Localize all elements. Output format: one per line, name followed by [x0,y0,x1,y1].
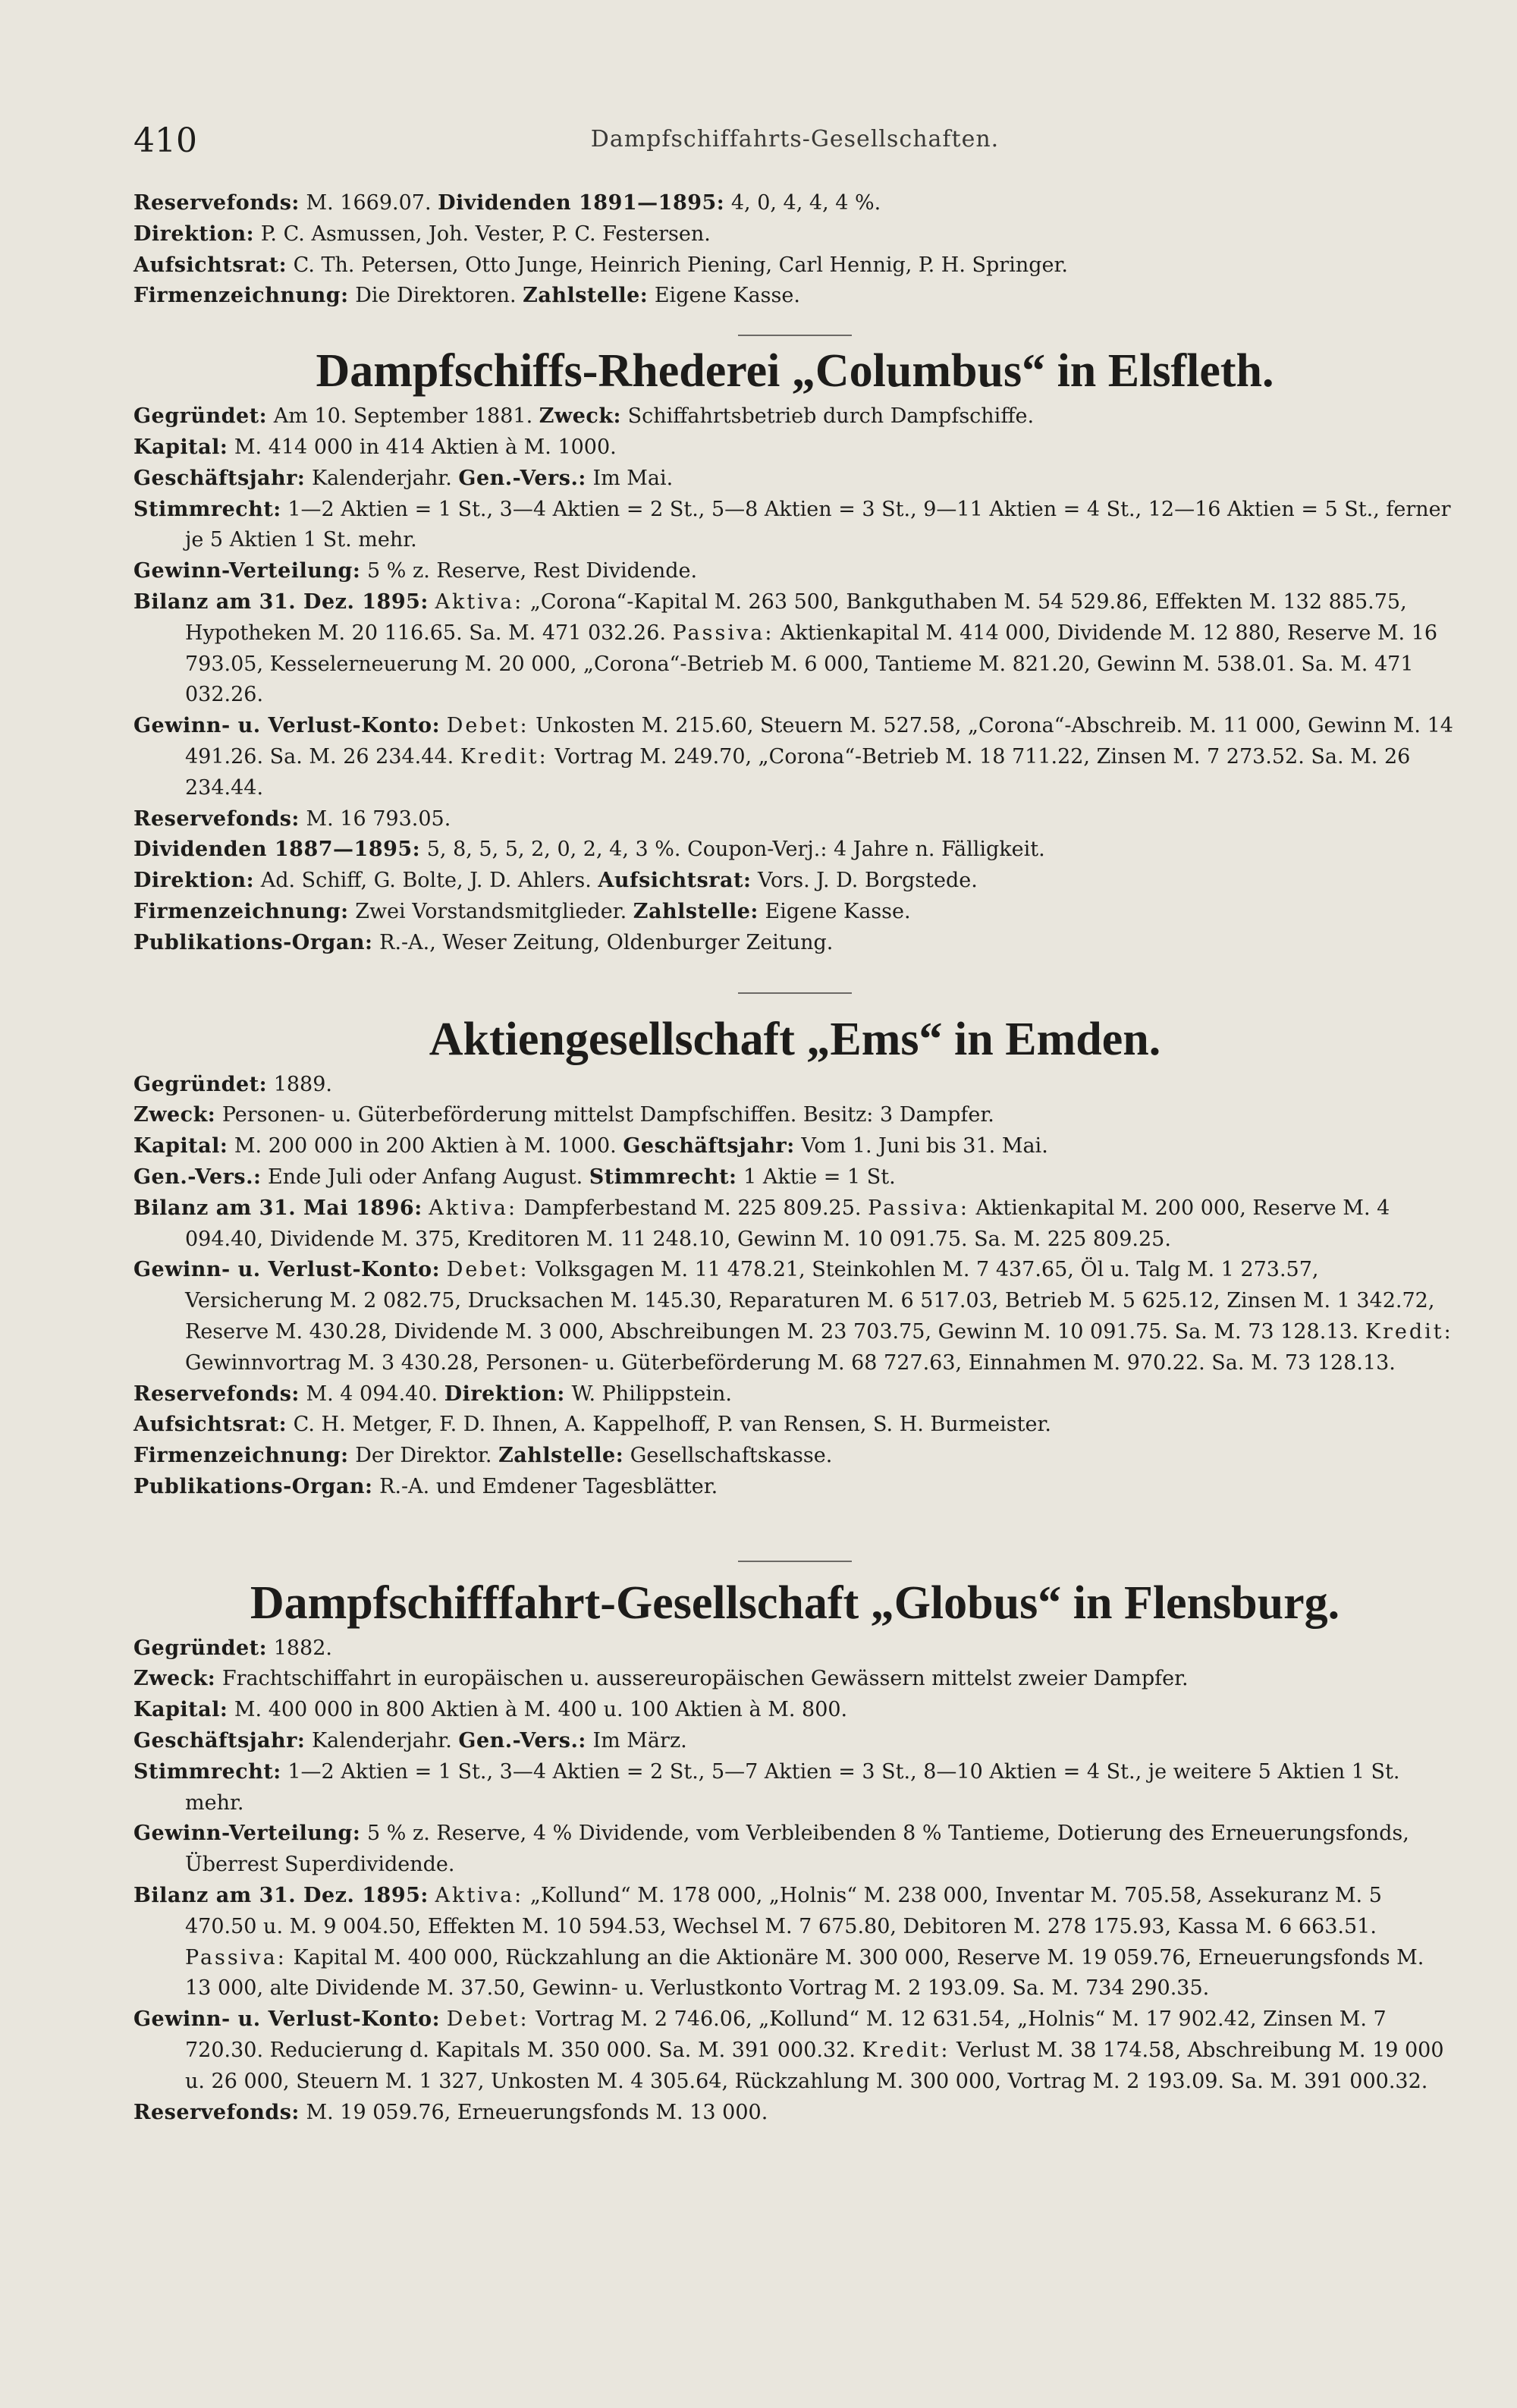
page-number: 410 [133,121,197,160]
stimmrecht-line: Stimmrecht: 1—2 Aktien = 1 St., 3—4 Aktien = 2 St., 5—8 Aktien = 3 St., 9—11 Aktien = 4 St., 12—16 Aktien = 5 St., ferner je 5 Aktien 1 St. mehr. [133,497,1451,552]
genvers-line: Gen.-Vers.: Ende Juli oder Anfang August. Stimmrecht: 1 Aktie = 1 St. [133,1165,896,1189]
section-divider [738,335,852,336]
zweck-line: Zweck: Personen- u. Güterbeförderung mittelst Dampfschiffen. Besitz: 3 Dampfer. [133,1103,994,1127]
guv-paragraph: Gewinn- u. Verlust-Konto: Debet: Unkosten M. 215.60, Steuern M. 527.58, „Corona“-Abschreib. M. 11 000, Gewinn M. 14 491.26. Sa. M. 26 234.44. Kredit: Vortrag M. 249.70, „Corona“-Betrieb M. 18 711.22, Zinsen M. 7 273.52. Sa. M. 26 234.44. [133,714,1453,800]
globus-entry [133,1573,1456,2129]
ems-title: Aktiengesellschaft „Ems“ in Emden. [429,1013,1161,1065]
continued-entry [133,188,1456,312]
kapital-line: Kapital: M. 400 000 in 800 Aktien à M. 400 u. 100 Aktien à M. 800. [133,1698,848,1722]
gewinnverteilung-line: Gewinn-Verteilung: 5 % z. Reserve, 4 % Dividende, vom Verbleibenden 8 % Tantieme, Dotierung des Erneuerungsfonds, Überrest Superdividende. [133,1822,1409,1877]
gewinnverteilung-line: Gewinn-Verteilung: 5 % z. Reserve, Rest Dividende. [133,559,698,583]
geschaeftsjahr-line: Geschäftsjahr: Kalenderjahr. Gen.-Vers.: Im Mai. [133,466,674,490]
ems-entry [133,1009,1456,1503]
columbus-entry [133,341,1456,958]
bilanz-paragraph: Bilanz am 31. Dez. 1895: Aktiva: „Kollund“ M. 178 000, „Holnis“ M. 238 000, Inventar M. 705.58, Assekuranz M. 5 470.50 u. M. 9 004.50, Effekten M. 10 594.53, Wechsel M. 7 675.80, Debitoren M. 278 175.93, Kassa M. 6 663.51. Passiva: Kapital M. 400 000, Rückzahlung an die Aktionäre M. 300 000, Reserve M. 19 059.76, Erneuerungsfonds M. 13 000, alte Dividende M. 37.50, Gewinn- u. Verlustkonto Vortrag M. 2 193.09. Sa. M. 734 290.35. [133,1884,1424,2001]
columbus-title: Dampfschiffs-Rhederei „Columbus“ in Elsfleth. [316,345,1274,398]
guv-paragraph: Gewinn- u. Verlust-Konto: Debet: Volksgagen M. 11 478.21, Steinkohlen M. 7 437.65, Öl u. Talg M. 1 273.57, Versicherung M. 2 082.75, Drucksachen M. 145.30, Reparaturen M. 6 517.03, Betrieb M. 5 625.12, Zinsen M. 1 342.72, Reserve M. 430.28, Dividende M. 3 000, Abschreibungen M. 23 703.75, Gewinn M. 10 091.75. Sa. M. 73 128.13. Kredit: Gewinnvortrag M. 3 430.28, Personen- u. Güterbeförderung M. 68 727.63, Einnahmen M. 970.22. Sa. M. 73 128.13. [133,1258,1453,1375]
reservefonds-line: Reservefonds: M. 16 793.05. [133,806,451,831]
firmenzeichnung-line: Firmenzeichnung: Die Direktoren. Zahlstelle: Eigene Kasse. [133,284,800,308]
direktion-line: Direktion: Ad. Schiff, G. Bolte, J. D. Ahlers. Aufsichtsrat: Vors. J. D. Borgstede. [133,869,978,893]
guv-paragraph: Gewinn- u. Verlust-Konto: Debet: Vortrag M. 2 746.06, „Kollund“ M. 12 631.54, „Holnis“ M. 17 902.42, Zinsen M. 7 720.30. Reducierung d. Kapitals M. 350 000. Sa. M. 391 000.32. Kredit: Verlust M. 38 174.58, Abschreibung M. 19 000 u. 26 000, Steuern M. 1 327, Unkosten M. 4 305.64, Rückzahlung M. 300 000, Vortrag M. 2 193.09. Sa. M. 391 000.32. [133,2007,1444,2093]
bilanz-paragraph: Bilanz am 31. Mai 1896: Aktiva: Dampferbestand M. 225 809.25. Passiva: Aktienkapital M. 200 000, Reserve M. 4 094.40, Dividende M. 375, Kreditoren M. 11 248.10, Gewinn M. 10 091.75. Sa. M. 225 809.25. [133,1196,1390,1251]
publikation-line: Publikations-Organ: R.-A. und Emdener Tagesblätter. [133,1474,718,1498]
publikation-line: Publikations-Organ: R.-A., Weser Zeitung, Oldenburger Zeitung. [133,930,834,954]
reservefonds-line: Reservefonds: M. 1669.07. Dividenden 1891—1895: 4, 0, 4, 4, 4 %. [133,191,881,215]
reservefonds-line: Reservefonds: M. 4 094.40. Direktion: W. Philippstein. [133,1382,732,1406]
gegruendet-line: Gegründet: 1889. [133,1072,332,1096]
kapital-line: Kapital: M. 200 000 in 200 Aktien à M. 1000. Geschäftsjahr: Vom 1. Juni bis 31. Mai. [133,1134,1048,1158]
reservefonds-line: Reservefonds: M. 19 059.76, Erneuerungsfonds M. 13 000. [133,2100,768,2124]
section-divider [738,1561,852,1562]
direktion-line: Direktion: P. C. Asmussen, Joh. Vester, P. C. Festersen. [133,222,711,246]
aufsichtsrat-line: Aufsichtsrat: C. H. Metger, F. D. Ihnen, A. Kappelhoff, P. van Rensen, S. H. Burmeister. [133,1413,1051,1437]
running-title: Dampfschiffahrts-Gesellschaften. [590,126,1000,152]
aufsichtsrat-line: Aufsichtsrat: C. Th. Petersen, Otto Junge, Heinrich Piening, Carl Hennig, P. H. Springer. [133,253,1069,277]
page-header [133,121,1456,167]
kapital-line: Kapital: M. 414 000 in 414 Aktien à M. 1000. [133,435,617,459]
bilanz-paragraph: Bilanz am 31. Dez. 1895: Aktiva: „Corona“-Kapital M. 263 500, Bankguthaben M. 54 529.86, Effekten M. 132 885.75, Hypotheken M. 20 116.65. Sa. M. 471 032.26. Passiva: Aktienkapital M. 414 000, Dividende M. 12 880, Reserve M. 16 793.05, Kesselerneuerung M. 20 000, „Corona“-Betrieb M. 6 000, Tantieme M. 821.20, Gewinn M. 538.01. Sa. M. 471 032.26. [133,589,1438,707]
globus-title: Dampfschifffahrt-Gesellschaft „Globus“ in Flensburg. [250,1577,1340,1629]
page-content [133,188,1456,2128]
dividenden-line: Dividenden 1887—1895: 5, 8, 5, 5, 2, 0, 2, 4, 3 %. Coupon-Verj.: 4 Jahre n. Fälligkeit. [133,838,1045,862]
zweck-line: Zweck: Frachtschiffahrt in europäischen u. aussereuropäischen Gewässern mittelst zweier Dampfer. [133,1667,1189,1691]
gegruendet-line: Gegründet: 1882. [133,1636,332,1660]
gegruendet-line: Gegründet: Am 10. September 1881. Zweck: Schiffahrtsbetrieb durch Dampfschiffe. [133,404,1035,429]
geschaeftsjahr-line: Geschäftsjahr: Kalenderjahr. Gen.-Vers.: Im März. [133,1729,687,1753]
firmenzeichnung-line: Firmenzeichnung: Der Direktor. Zahlstelle: Gesellschaftskasse. [133,1444,833,1468]
firmenzeichnung-line: Firmenzeichnung: Zwei Vorstandsmitglieder. Zahlstelle: Eigene Kasse. [133,899,911,923]
section-divider [738,992,852,994]
stimmrecht-line: Stimmrecht: 1—2 Aktien = 1 St., 3—4 Aktien = 2 St., 5—7 Aktien = 3 St., 8—10 Aktien = 4 St., je weitere 5 Aktien 1 St. mehr. [133,1759,1400,1815]
